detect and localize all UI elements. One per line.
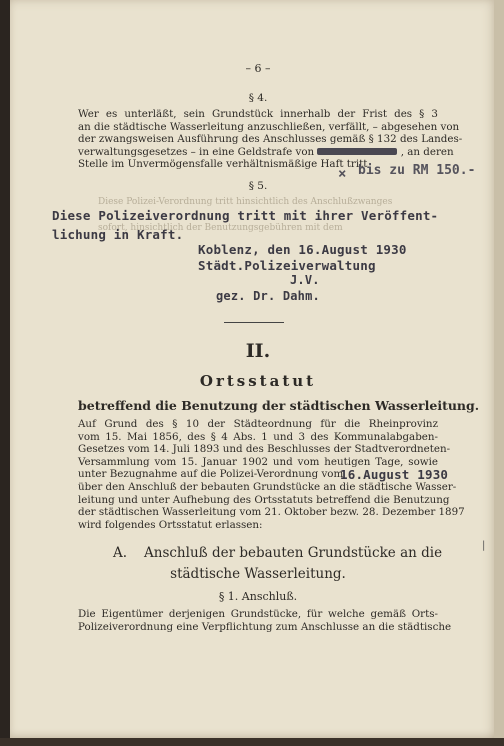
text-line: der städtischen Wasserleitung vom 21. Oktober bezw. 28. Dezember 1897 [78,506,465,519]
page-number: – 6 – [245,62,271,75]
text-fragment: verwaltungsgesetzes – in eine Geldstrafe von [78,145,315,158]
text-line: Versammlung vom 15. Januar 1902 und vom heutigen Tage, sowie [78,455,438,468]
struck-out-text [317,148,397,155]
section-5-heading: § 5. [248,180,268,192]
divider [224,322,284,323]
text-line: Stelle im Unvermögensfalle verhältnismäßige Haft tritt [78,158,368,171]
part-numeral: II. [245,340,271,362]
iv-mark: J.V. [290,273,320,287]
page-edge [494,0,504,746]
faded-original-text: sofort, hinsichtlich der Benutzungsgebühren mit dem [98,223,343,233]
text-line: vom 15. Mai 1856, des § 4 Abs. 1 und 3 des Kommunalabgaben- [78,430,438,443]
s1-heading: § 1. Anschluß. [218,590,298,603]
section-a-title-2: städtische Wasserleitung. [170,566,346,582]
text-line: über den Anschluß der bebauten Grundstücke an die städtische Wasser- [78,480,457,493]
text-line: Die Eigentümer derjenigen Grundstücke, für welche gemäß Orts- [78,608,438,620]
handwritten-insert-mark: × [338,166,347,182]
margin-mark: | [482,540,486,551]
text-line: Gesetzes vom 14. Juli 1893 und des Beschlusses der Stadtverordneten- [78,443,451,456]
signature: gez. Dr. Dahm. [216,289,320,303]
scan-border [0,738,504,746]
typed-date-insert: 16.August 1930 [340,467,449,482]
faded-original-text: Diese Polizei-Verordnung tritt hinsichtlich des Anschlußzwanges [98,197,393,207]
typed-amendment-line: lichung in Kraft. [52,227,184,242]
text-line: Wer es unterläßt, sein Grundstück innerhalb der Frist des § 3 [78,108,438,120]
text-fragment: , an deren [400,145,454,158]
text-line: der zwangsweisen Ausführung des Anschlusses gemäß § 132 des Landes- [78,133,463,146]
text-line: unter Bezugnahme auf die Polizei-Verordnung vom [78,468,344,481]
handwritten-insert: bis zu RM 150.- [358,163,476,178]
text-line: leitung und unter Aufhebung des Ortsstatuts betreffend die Benutzung [78,493,450,506]
part-title: Ortsstatut [199,372,317,390]
section-4-text [78,108,463,171]
text-line [78,145,454,159]
section-a-title: Anschluß der bebauten Grundstücke an die [144,545,443,561]
place-date: Koblenz, den 16.August 1930 [198,242,407,257]
s1-text [78,608,452,633]
section-a-letter: A. [113,545,128,561]
text-line: wird folgendes Ortsstatut erlassen: [78,518,263,531]
text-line: an die städtische Wasserleitung anzuschließen, verfällt, – abgesehen von [78,120,460,133]
section-4-heading: § 4. [248,92,268,104]
part-subtitle: betreffend die Benutzung der städtischen Wasserleitung. [78,398,480,413]
typed-amendment-line: Diese Polizeiverordnung tritt mit ihrer Veröffent- [52,208,439,223]
text-line: Polizeiverordnung eine Verpflichtung zum Anschlusse an die städtische [78,620,452,633]
authority: Städt.Polizeiverwaltung [198,258,376,273]
text-line: Auf Grund des § 10 der Städteordnung für die Rheinprovinz [78,418,438,430]
